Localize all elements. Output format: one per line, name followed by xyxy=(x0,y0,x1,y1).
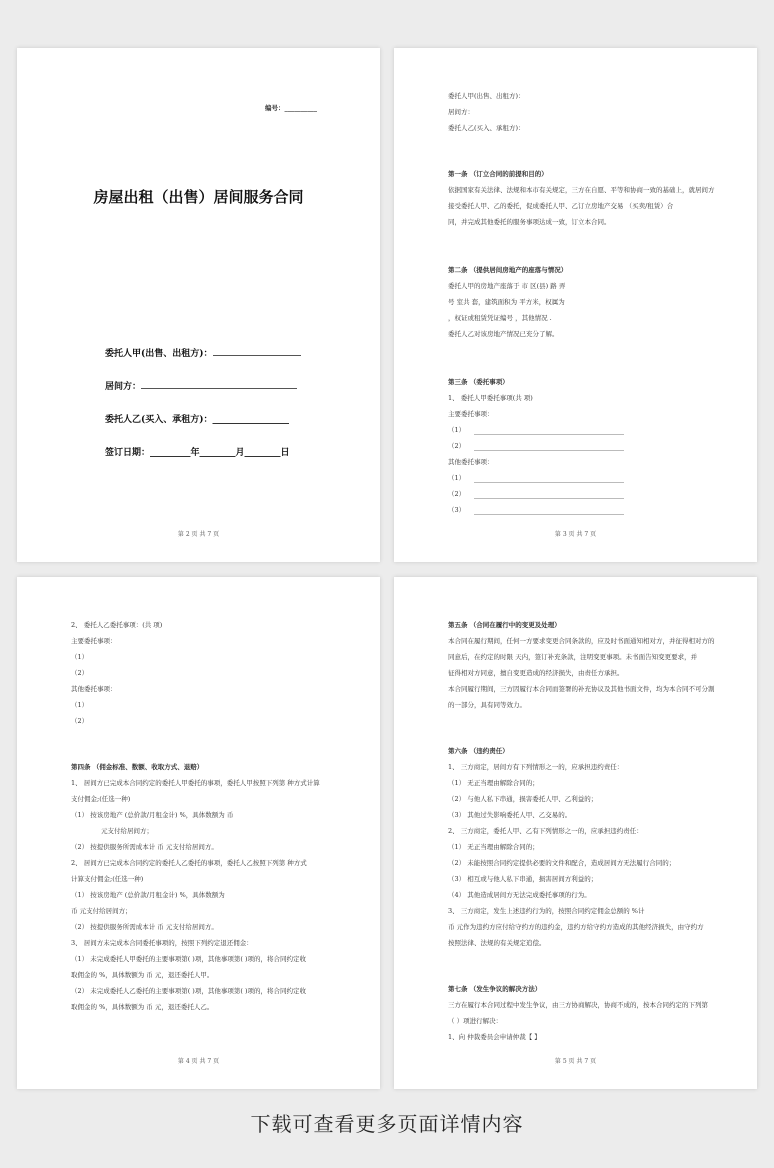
sign-date-field: 签订日期：_________年________月________日 xyxy=(105,448,290,458)
text-line: （2） xyxy=(448,490,466,498)
text-line: 1、向 仲裁委员会申请仲裁【 】 xyxy=(448,1033,541,1041)
text-line: 接受委托人甲、乙的委托，促成委托人甲、乙订立房地产交易 （买卖/租赁）合 xyxy=(448,202,674,210)
text-line: （3） 其他过失影响委托人甲、乙交易的。 xyxy=(448,811,572,819)
section-heading: 第六条 （违约责任） xyxy=(448,747,509,755)
broker-label: 居间方： xyxy=(105,382,142,392)
section-heading: 第五条 （合同在履行中的变更及处理） xyxy=(448,621,561,629)
text-line: （1） xyxy=(448,474,466,482)
text-line: 2、 委托人乙委托事项：(共 项) xyxy=(71,621,163,629)
text-line: 币 元作为违约方应付给守约方的违约金，违约方给守约方造成的其他经济损失，由守约方 xyxy=(448,923,704,931)
text-line: （2） 未完成委托人乙委托的主要事项第( )项，其他事项第( )项的，将合同约定收 xyxy=(71,987,306,995)
text-line: 2、 居间方已完成本合同约定的委托人乙委托的事项，委托人乙按照下列第 种方式 xyxy=(71,859,307,867)
text-line: ，权证或租赁凭证编号 ，其他情况 . xyxy=(448,314,552,322)
text-line: （2） xyxy=(71,717,89,725)
broker-field xyxy=(105,379,297,392)
text-line: 同，并完成其他委托的服务事项达成一致，订立本合同。 xyxy=(448,218,611,226)
text-line: （2） 按提供服务所需成本计 币 元支付给居间方。 xyxy=(71,843,218,851)
text-line: （1） 无正当理由解除合同的； xyxy=(448,779,539,787)
text-line: 依据国家有关法律、法规和本市有关规定，三方在自愿、平等和协商一致的基础上，就居间方 xyxy=(448,186,715,194)
page-footer: 第 4 页 共 7 页 xyxy=(177,1058,220,1065)
text-line: 主要委托事项： xyxy=(448,410,494,418)
text-line: 其他委托事项： xyxy=(448,458,494,466)
text-line: 同意后，在约定的时限 天内，签订补充条款，注明变更事项。未书面告知变更要求，并 xyxy=(448,653,698,661)
text-line: （1） 按该房地产 (总价款/月租金计) %，具体数额为 币 xyxy=(71,811,234,819)
text-line: 取佣金的 %，具体数额为 币 元，退还委托人甲。 xyxy=(71,971,214,979)
text-line: （4） 其他造成居间方无法完成委托事项的行为。 xyxy=(448,891,591,899)
party-a-field xyxy=(105,346,301,359)
text-line: 其他委托事项： xyxy=(71,685,117,693)
page-footer: 第 3 页 共 7 页 xyxy=(554,531,597,538)
section-heading: 第一条 （订立合同的前提和目的） xyxy=(448,170,548,178)
text-line: （1） xyxy=(71,653,89,661)
text-line: 三方在履行本合同过程中发生争议，由三方协商解决，协商不成的，按本合同约定的下列第 xyxy=(448,1001,708,1009)
text-line: 3、 三方商定，发生上述违约行为的，按照合同约定佣金总额的 %计 xyxy=(448,907,645,915)
section-heading: 第三条 （委托事项） xyxy=(448,378,509,386)
text-line: （1） 按该房地产 (总价款/月租金计) %，具体数额为 xyxy=(71,891,225,899)
party-a-label: 委托人甲(出售、出租方)： xyxy=(105,349,213,359)
text-line: （2） xyxy=(71,669,89,677)
text-line: 委托人乙对该房地产情况已充分了解。 xyxy=(448,330,559,338)
contract-title: 房屋出租（出售）居间服务合同 xyxy=(93,188,304,206)
text-line: 取佣金的 %，具体数额为 币 元，退还委托人乙。 xyxy=(71,1003,214,1011)
text-line: （3） 相互或与他人私下串通，损害居间方利益的； xyxy=(448,875,598,883)
text-line: 按照法律、法规的有关规定追偿。 xyxy=(448,939,546,947)
text-line: （1） xyxy=(448,426,466,434)
text-line: 币 元支付给居间方； xyxy=(71,907,132,915)
document-page-2 xyxy=(17,48,380,562)
text-line: 支付佣金;(任选一种) xyxy=(71,795,131,803)
text-line: （1） 未完成委托人甲委托的主要事项第( )项，其他事项第( )项的，将合同约定收 xyxy=(71,955,306,963)
text-line: （1） 无正当理由解除合同的； xyxy=(448,843,539,851)
text-line: （1） xyxy=(71,701,89,709)
text-line: 3、 居间方未完成本合同委托事项的，按照下列约定退还佣金： xyxy=(71,939,253,947)
text-line: （2） xyxy=(448,442,466,450)
text-line: 居间方： xyxy=(448,108,474,116)
text-line: （2） 按提供服务所需成本计 币 元支付给居间方。 xyxy=(71,923,218,931)
text-line: 元支付给居间方； xyxy=(101,827,153,835)
text-line: 委托人甲的房地产座落于 市 区(县) 路 弄 xyxy=(448,282,566,290)
text-line: 主要委托事项： xyxy=(71,637,117,645)
page-footer: 第 5 页 共 7 页 xyxy=(554,1058,597,1065)
party-b-field: 委托人乙(买入、承租方)：_________________ xyxy=(105,415,290,425)
text-line: （3） xyxy=(448,506,466,514)
text-line: 征得相对方同意，擅自变更造成的经济损失，由责任方承担。 xyxy=(448,669,624,677)
section-heading: 第七条 （发生争议的解决方法） xyxy=(448,985,542,993)
text-line: 号 室共 套，建筑面积为 平方米，权属为 xyxy=(448,298,565,306)
text-line: 1、 三方商定，居间方有下列情形之一的，应承担违约责任： xyxy=(448,763,624,771)
text-line: 本合同在履行期间，任何一方要求变更合同条款的，应及时书面通知相对方，并征得相对方的 xyxy=(448,637,715,645)
text-line: 计算支付佣金;(任选一种) xyxy=(71,875,144,883)
section-heading: 第四条 （佣金标准、数额、收取方式、退赔） xyxy=(71,763,204,771)
text-line: 1、 居间方已完成本合同约定的委托人甲委托的事项，委托人甲按照下列第 种方式计算 xyxy=(71,779,320,787)
section-heading: 第二条 （提供居间房地产的座落与情况） xyxy=(448,266,568,274)
text-line: 1、 委托人甲委托事项(共 项) xyxy=(448,394,533,402)
document-page-3 xyxy=(394,48,757,562)
text-line: 的一部分，具有同等效力。 xyxy=(448,701,526,709)
page-footer: 第 2 页 共 7 页 xyxy=(177,531,220,538)
text-line: （2） 与他人私下串通，损害委托人甲、乙利益的； xyxy=(448,795,598,803)
text-line: 本合同履行期间，三方因履行本合同而签署的补充协议及其他书面文件，均为本合同不可分割 xyxy=(448,685,715,693)
contract-number-label: 编号：__________ xyxy=(265,104,317,112)
text-line: （2） 未能按照合同约定提供必要的文件和配合，造成居间方无法履行合同的； xyxy=(448,859,676,867)
document-page-4 xyxy=(17,577,380,1089)
document-page-5 xyxy=(394,577,757,1089)
download-caption: 下载可查看更多页面详情内容 xyxy=(250,1112,524,1136)
text-line: 委托人甲(出售、出租方)： xyxy=(448,92,525,100)
text-line: 2、 三方商定，委托人甲、乙有下列情形之一的，应承担违约责任： xyxy=(448,827,643,835)
text-line: （ ）项进行解决： xyxy=(448,1017,503,1025)
text-line: 委托人乙(买入、承租方)： xyxy=(448,124,525,132)
